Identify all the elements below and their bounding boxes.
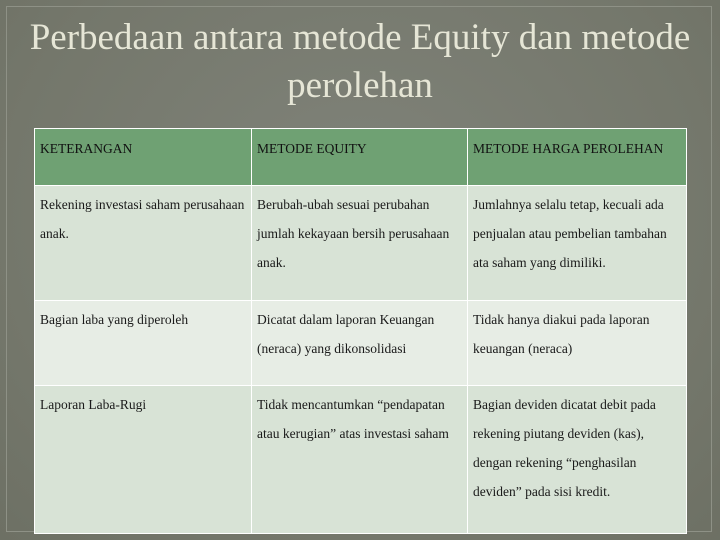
table-cell-equity: Tidak mencantumkan “pendapatan atau kerugian” atas investasi saham [252, 386, 468, 534]
page-title: Perbedaan antara metode Equity dan metode perolehan [29, 17, 691, 106]
table-cell-harga-perolehan: Bagian deviden dicatat debit pada rekening piutang deviden (kas), dengan rekening “penghasilan deviden” pada sisi kredit. [468, 386, 687, 534]
table-row [35, 301, 687, 386]
table-header-row [35, 129, 687, 186]
table-cell-keterangan: Bagian laba yang diperoleh [35, 301, 252, 386]
table-cell-harga-perolehan: Tidak hanya diakui pada laporan keuangan (neraca) [468, 301, 687, 386]
header-metode-harga-perolehan: METODE HARGA PEROLEHAN [468, 129, 687, 186]
table-cell-keterangan: Laporan Laba-Rugi [35, 386, 252, 534]
comparison-table-container [34, 128, 686, 534]
comparison-table [34, 128, 687, 534]
header-metode-equity: METODE EQUITY [252, 129, 468, 186]
table-row [35, 186, 687, 301]
table-row [35, 386, 687, 534]
table-cell-equity: Berubah-ubah sesuai perubahan jumlah kekayaan bersih perusahaan anak. [252, 186, 468, 301]
table-cell-keterangan: Rekening investasi saham perusahaan anak. [35, 186, 252, 301]
table-cell-equity: Dicatat dalam laporan Keuangan (neraca) yang dikonsolidasi [252, 301, 468, 386]
table-cell-harga-perolehan: Jumlahnya selalu tetap, kecuali ada penjualan atau pembelian tambahan ata saham yang dimiliki. [468, 186, 687, 301]
header-keterangan: KETERANGAN [35, 129, 252, 186]
